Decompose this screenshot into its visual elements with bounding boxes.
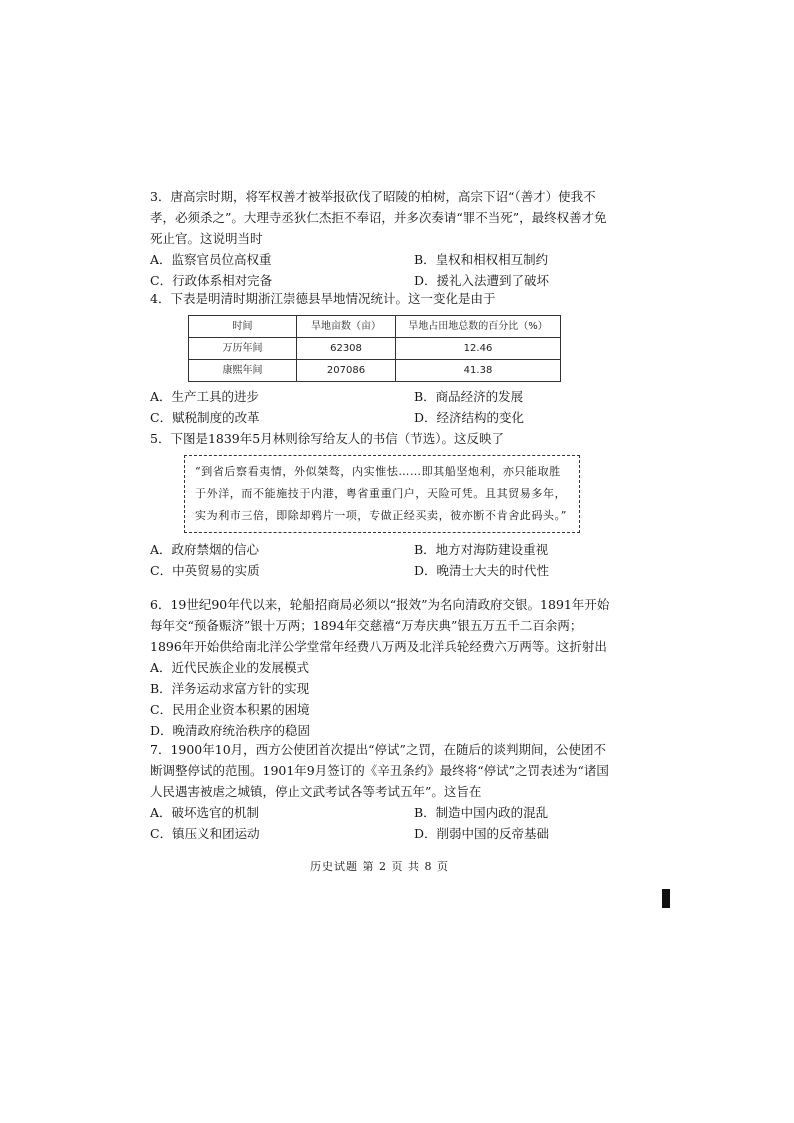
question-stem: 5．下图是1839年5月林则徐写给友人的书信（节选）。这反映了	[150, 431, 504, 446]
options	[150, 249, 610, 291]
options	[150, 802, 610, 844]
option-b: B．商品经济的发展	[414, 389, 524, 404]
option-d: D．经济结构的变化	[414, 410, 525, 425]
question-stem: 3．唐高宗时期，将军权善才被举报砍伐了昭陵的柏树，高宗下诏“（善才）使我不孝，必须杀之”。大理寺丞狄仁杰拒不奉诏，并多次奏请“罪不当死”，最终权善才免死止官。这说明当时	[150, 189, 607, 246]
option-a: A．生产工具的进步	[150, 389, 260, 404]
question-3	[150, 186, 610, 291]
option-c: C．赋税制度的改革	[150, 410, 260, 425]
option-d: D．削弱中国的反帝基础	[414, 826, 550, 841]
table-cell: 207086	[297, 360, 396, 382]
option-c: C．镇压义和团运动	[150, 826, 260, 841]
options	[150, 657, 610, 741]
question-stem: 4．下表是明清时期浙江崇德县旱地情况统计。这一变化是由于	[150, 291, 496, 306]
table-header: 时间	[189, 316, 297, 338]
question-4	[150, 288, 610, 428]
table-cell: 41.38	[396, 360, 561, 382]
table-cell: 62308	[297, 338, 396, 360]
option-d: D．晚清士大夫的时代性	[414, 563, 550, 578]
page-footer: 历史试题 第 2 页 共 8 页	[310, 860, 449, 873]
option-c: C．行政体系相对完备	[150, 273, 273, 288]
question-stem: 6．19世纪90年代以来，轮船招商局必须以“报效”为名向清政府交银。1891年开始每年交“预备赈济”银十万两；1894年交慈禧“万寿庆典”银五万五千二百余两；1896年开始供给南北洋公学堂常年经费八万两及北洋兵轮经费六万两等。这折射出	[150, 597, 610, 654]
table-header: 旱地亩数（亩）	[297, 316, 396, 338]
option-c: C．民用企业资本积累的困境	[150, 702, 310, 717]
table-header: 旱地占田地总数的百分比（%）	[396, 316, 561, 338]
options	[150, 386, 610, 428]
question-5	[150, 428, 610, 581]
table-cell: 12.46	[396, 338, 561, 360]
option-a: A．政府禁烟的信心	[150, 542, 260, 557]
table-row	[189, 338, 561, 360]
scan-mark	[662, 889, 670, 908]
question-7	[150, 739, 610, 844]
option-b: B．洋务运动求富方针的实现	[150, 681, 310, 696]
option-d: D．援礼入法遭到了破坏	[414, 273, 550, 288]
table-cell: 万历年间	[189, 338, 297, 360]
question-6	[150, 594, 610, 741]
options	[150, 539, 610, 581]
option-b: B．制造中国内政的混乱	[414, 805, 549, 820]
option-d: D．晚清政府统治秩序的稳固	[150, 723, 311, 738]
table-row	[189, 360, 561, 382]
table-header-row	[189, 316, 561, 338]
option-a: A．监察官员位高权重	[150, 252, 272, 267]
letter-excerpt: “到省后察看夷情，外似桀骜，内实惟怯……即其船坚炮利，亦只能取胜于外洋，而不能施技于内港，粤省重重门户，天险可凭。且其贸易多年，实为利市三倍，即除却鸦片一项，专做正经买卖，彼亦断不肯舍此码头。”	[184, 455, 580, 533]
option-a: A．近代民族企业的发展模式	[150, 660, 310, 675]
land-statistics-table	[188, 315, 561, 382]
option-c: C．中英贸易的实质	[150, 563, 260, 578]
option-a: A．破坏选官的机制	[150, 805, 260, 820]
table-cell: 康熙年间	[189, 360, 297, 382]
question-stem: 7．1900年10月，西方公使团首次提出“停试”之罚，在随后的谈判期间，公使团不断调整停试的范围。1901年9月签订的《辛丑条约》最终将“停试”之罚表述为“诸国人民遇害被虐之城镇，停止文武考试各等考试五年”。这旨在	[150, 742, 609, 799]
option-b: B．皇权和相权相互制约	[414, 252, 549, 267]
option-b: B．地方对海防建设重视	[414, 542, 549, 557]
